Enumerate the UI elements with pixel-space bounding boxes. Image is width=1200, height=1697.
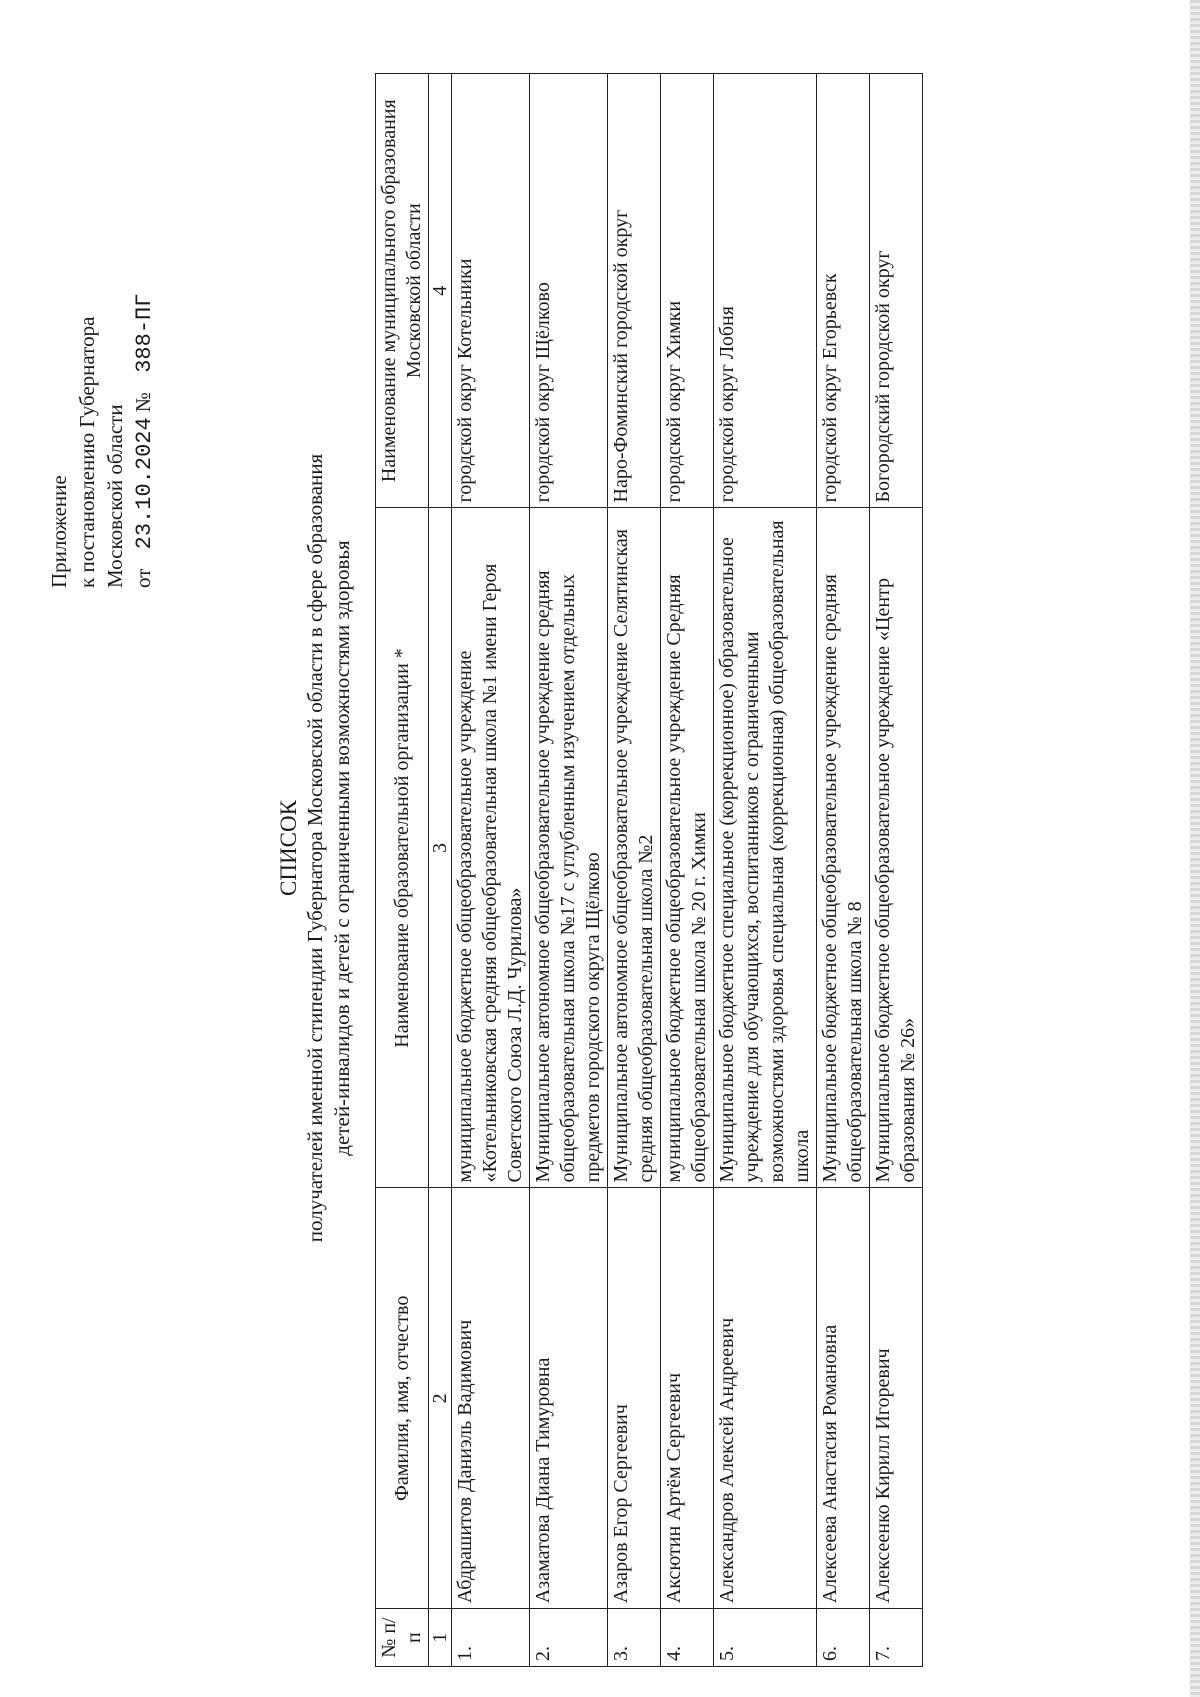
organization-name: Муниципальное бюджетное общеобразовательное учреждение «Центр образования № 26» (870, 508, 923, 1188)
municipality-name: городской округ Котельники (452, 74, 530, 508)
municipality-name: городской округ Химки (661, 74, 714, 508)
row-number: 7. (870, 1609, 923, 1667)
municipality-name: Наро-Фоминский городской округ (608, 74, 661, 508)
table-row (661, 74, 714, 1667)
table-column-numbers-row (429, 74, 452, 1667)
municipality-name: городской округ Щёлково (530, 74, 608, 508)
table-row (870, 74, 923, 1667)
scan-edge (1190, 0, 1200, 1697)
municipality-name: городской округ Егорьевск (817, 74, 870, 508)
recipients-table (375, 73, 923, 1667)
table-row (608, 74, 661, 1667)
recipient-name: Абдрашитов Даниэль Вадимович (452, 1188, 530, 1609)
table-row (530, 74, 608, 1667)
row-number: 4. (661, 1609, 714, 1667)
appendix-date-line (129, 294, 159, 588)
recipient-name: Александров Алексей Андреевич (714, 1188, 817, 1609)
document-subtitle-line1: получателей именной стипендии Губернатора Московской области в сфере образования (303, 453, 327, 1243)
organization-name: Муниципальное автономное общеобразовательное учреждение Селятинская средняя общеобразовательная школа №2 (608, 508, 661, 1188)
header-full-name: Фамилия, имя, отчество (376, 1188, 429, 1609)
row-number: 1. (452, 1609, 530, 1667)
date-prefix: от (131, 568, 155, 588)
organization-name: Муниципальное бюджетное специальное (коррекционное) образовательное учреждение для обучающихся, воспитанников с ограниченными возможностями здоровья специальная (коррекционная) общеобразовательная школа (714, 508, 817, 1188)
row-number: 2. (530, 1609, 608, 1667)
table-row (452, 74, 530, 1667)
recipient-name: Аксютин Артём Сергеевич (661, 1188, 714, 1609)
appendix-region: Московской области (103, 404, 127, 588)
organization-name: муниципальное бюджетное общеобразовательное учреждение Средняя общеобразовательная школа № 20 г. Химки (661, 508, 714, 1188)
header-number: № п/п (376, 1609, 429, 1667)
municipality-name: городской округ Лобня (714, 74, 817, 508)
appendix-label: Приложение (47, 475, 71, 588)
appendix-decree: к постановлению Губернатора (75, 316, 99, 588)
organization-name: Муниципальное бюджетное общеобразовательное учреждение средняя общеобразовательная школа № 8 (817, 508, 870, 1188)
organization-name: муниципальное бюджетное общеобразовательное учреждение «Котельниковская средняя общеобразовательная школа №1 имени Героя Советского Союза Л.Д. Чурилова» (452, 508, 530, 1188)
document-subtitle-line2: детей-инвалидов и детей с ограниченными возможностями здоровья (330, 540, 354, 1156)
document-title: СПИСОК (276, 800, 301, 896)
column-number: 4 (429, 74, 452, 508)
document-heading (275, 28, 356, 1668)
table-row (817, 74, 870, 1667)
header-municipality: Наименование муниципального образования Московской области (376, 74, 429, 508)
decree-number: 388-ПГ (132, 293, 157, 373)
column-number: 2 (429, 1188, 452, 1609)
row-number: 3. (608, 1609, 661, 1667)
recipient-name: Азаматова Диана Тимуровна (530, 1188, 608, 1609)
recipient-name: Алексеева Анастасия Романовна (817, 1188, 870, 1609)
document-page (25, 28, 1175, 1668)
column-number: 3 (429, 508, 452, 1188)
recipient-name: Азаров Егор Сергеевич (608, 1188, 661, 1609)
row-number: 6. (817, 1609, 870, 1667)
column-number: 1 (429, 1609, 452, 1667)
table-row (714, 74, 817, 1667)
municipality-name: Богородский городской округ (870, 74, 923, 508)
header-organization: Наименование образовательной организации * (376, 508, 429, 1188)
row-number: 5. (714, 1609, 817, 1667)
decree-date: 23.10.2024 (132, 417, 157, 550)
table-header-row (376, 74, 429, 1667)
organization-name: Муниципальное автономное общеобразовательное учреждение средняя общеобразовательная школа №17 с углубленным изучением отдельных предметов городского округа Щёлково (530, 508, 608, 1188)
appendix-block (45, 294, 159, 588)
number-sign: № (131, 392, 155, 413)
recipient-name: Алексеенко Кирилл Игоревич (870, 1188, 923, 1609)
